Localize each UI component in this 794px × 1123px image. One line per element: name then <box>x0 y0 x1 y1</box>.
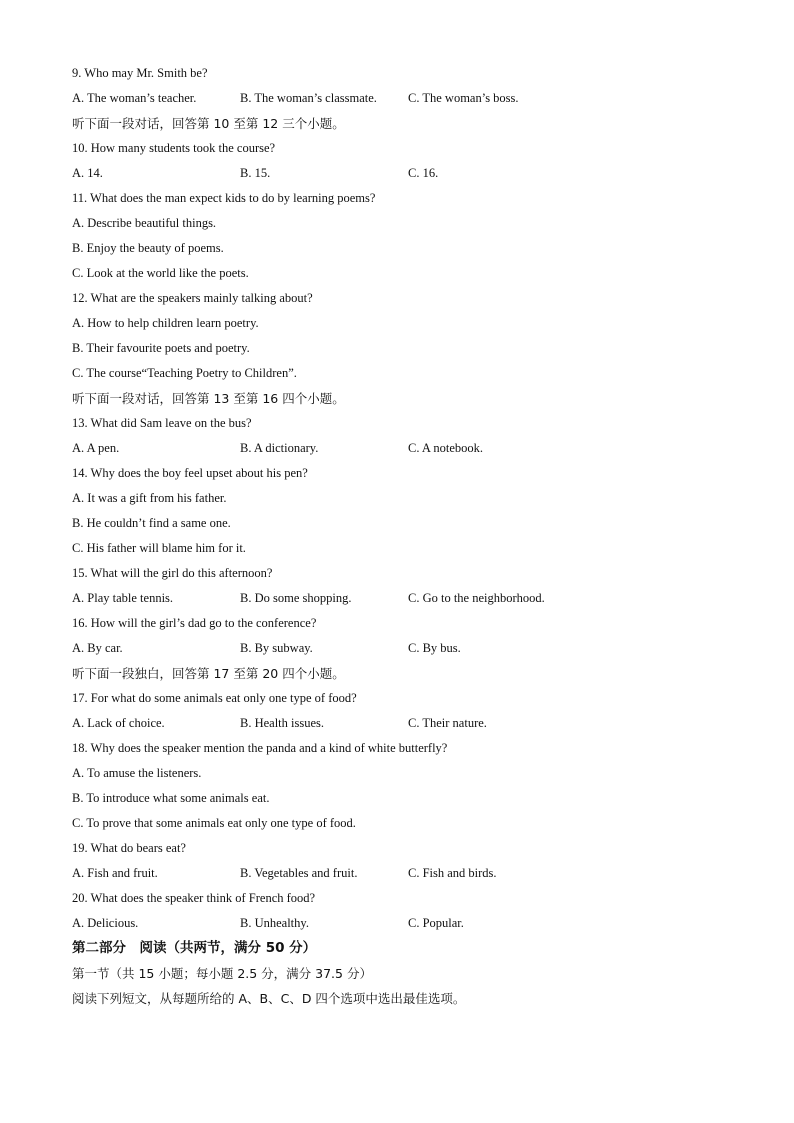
option-15b: B. Do some shopping. <box>240 591 352 605</box>
option-15a: A. Play table tennis. <box>72 591 174 605</box>
question-11: 11. What does the man expect kids to do by learning poems? <box>72 191 376 205</box>
option-16b: B. By subway. <box>240 641 313 655</box>
options-10 <box>72 161 732 186</box>
option-19a: A. Fish and fruit. <box>72 866 158 880</box>
option-15c: C. Go to the neighborhood. <box>408 591 545 605</box>
options-13 <box>72 436 732 461</box>
option-18c: C. To prove that some animals eat only one type of food. <box>72 816 356 830</box>
option-17a: A. Lack of choice. <box>72 716 165 730</box>
option-16a: A. By car. <box>72 641 123 655</box>
option-9c: C. The woman’s boss. <box>408 91 519 105</box>
option-11c: C. Look at the world like the poets. <box>72 266 249 280</box>
option-20a: A. Delicious. <box>72 916 139 930</box>
option-16c: C. By bus. <box>408 641 461 655</box>
instruction-13-16: 听下面一段对话，回答第 13 至第 16 四个小题。 <box>72 391 345 406</box>
question-13: 13. What did Sam leave on the bus? <box>72 416 252 430</box>
option-10a: A. 14. <box>72 166 103 180</box>
option-13a: A. A pen. <box>72 441 120 455</box>
option-19b: B. Vegetables and fruit. <box>240 866 358 880</box>
option-13b: B. A dictionary. <box>240 441 319 455</box>
exam-page <box>72 61 732 1011</box>
option-20c: C. Popular. <box>408 916 464 930</box>
option-10c: C. 16. <box>408 166 439 180</box>
question-16: 16. How will the girl’s dad go to the conference? <box>72 616 317 630</box>
part2-instruction: 阅读下列短文，从每题所给的 A、B、C、D 四个选项中选出最佳选项。 <box>72 991 466 1006</box>
question-10: 10. How many students took the course? <box>72 141 276 155</box>
instruction-10-12: 听下面一段对话，回答第 10 至第 12 三个小题。 <box>72 116 345 131</box>
options-15 <box>72 586 732 611</box>
question-15: 15. What will the girl do this afternoon? <box>72 566 273 580</box>
option-14a: A. It was a gift from his father. <box>72 491 227 505</box>
options-9 <box>72 86 732 111</box>
option-9b: B. The woman’s classmate. <box>240 91 377 105</box>
option-17b: B. Health issues. <box>240 716 325 730</box>
question-14: 14. Why does the boy feel upset about his pen? <box>72 466 308 480</box>
option-13c: C. A notebook. <box>408 441 484 455</box>
option-14c: C. His father will blame him for it. <box>72 541 246 555</box>
option-12c: C. The course“Teaching Poetry to Children”. <box>72 366 297 380</box>
option-12a: A. How to help children learn poetry. <box>72 316 259 330</box>
option-19c: C. Fish and birds. <box>408 866 497 880</box>
option-14b: B. He couldn’t find a same one. <box>72 516 231 530</box>
options-17 <box>72 711 732 736</box>
option-12b: B. Their favourite poets and poetry. <box>72 341 250 355</box>
instruction-17-20: 听下面一段独白，回答第 17 至第 20 四个小题。 <box>72 666 345 681</box>
part2-section1: 第一节（共 15 小题；每小题 2.5 分，满分 37.5 分） <box>72 966 372 981</box>
question-17: 17. For what do some animals eat only one type of food? <box>72 691 357 705</box>
option-18b: B. To introduce what some animals eat. <box>72 791 270 805</box>
option-10b: B. 15. <box>240 166 271 180</box>
options-16 <box>72 636 732 661</box>
option-11a: A. Describe beautiful things. <box>72 216 217 230</box>
options-20 <box>72 911 732 936</box>
options-19 <box>72 861 732 886</box>
option-11b: B. Enjoy the beauty of poems. <box>72 241 224 255</box>
question-9: 9. Who may Mr. Smith be? <box>72 66 208 80</box>
option-20b: B. Unhealthy. <box>240 916 309 930</box>
option-9a: A. The woman’s teacher. <box>72 91 197 105</box>
part2-title: 第二部分 阅读（共两节，满分 50 分） <box>72 940 317 956</box>
question-20: 20. What does the speaker think of French food? <box>72 891 316 905</box>
question-19: 19. What do bears eat? <box>72 841 186 855</box>
option-17c: C. Their nature. <box>408 716 487 730</box>
question-12: 12. What are the speakers mainly talking about? <box>72 291 313 305</box>
question-18: 18. Why does the speaker mention the panda and a kind of white butterfly? <box>72 741 448 755</box>
option-18a: A. To amuse the listeners. <box>72 766 202 780</box>
